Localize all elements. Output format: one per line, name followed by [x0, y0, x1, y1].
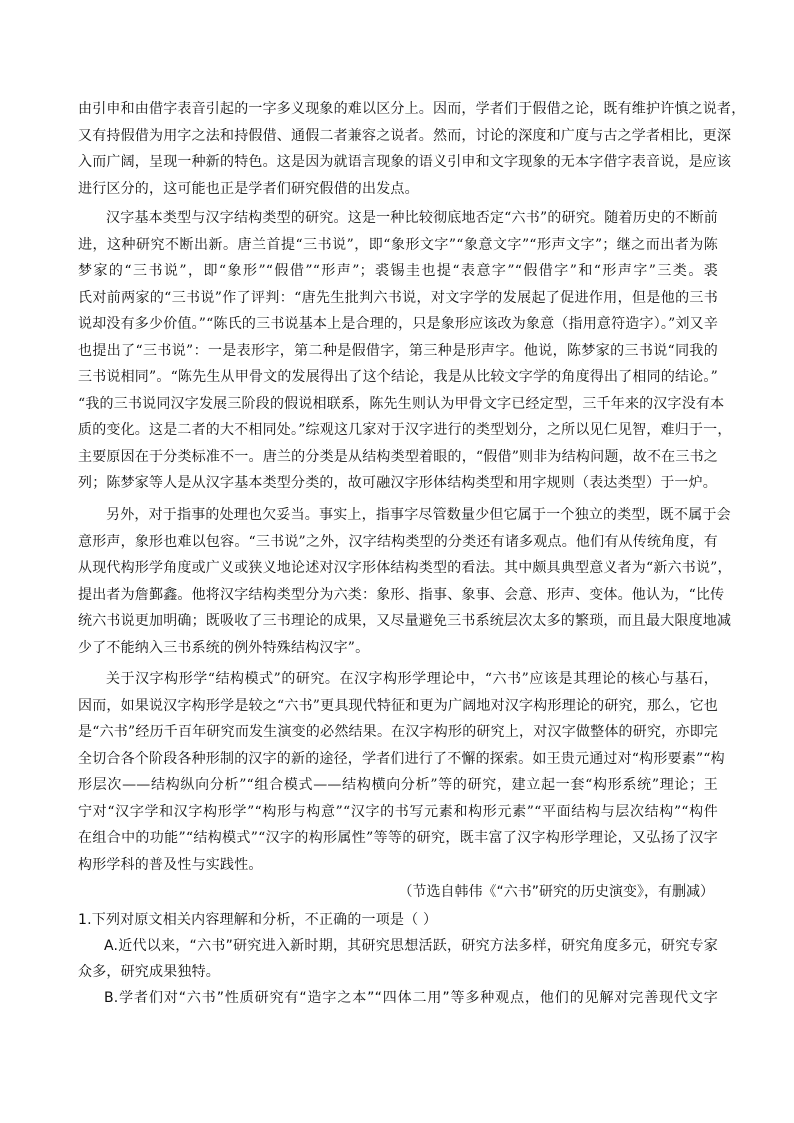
option-text-line: A.近代以来，“六书”研究进入新时期，其研究思想活跃，研究方法多样，研究角度多元，研究专家	[104, 938, 718, 954]
paragraph-2	[78, 205, 732, 497]
text-line: 汉字基本类型与汉字结构类型的研究。这是一种比较彻底地否定“六书”的研究。随着历史的不断前	[106, 210, 718, 226]
option-text-line: 众多，研究成果独特。	[78, 964, 220, 980]
text-line: 在组合中的功能”“结构模式”“汉字的构形属性”等等的研究，既丰富了汉字构形学理论，又弘扬了汉字	[78, 830, 718, 846]
text-line: 从现代构形学角度或广义或狭义地论述对汉字形体结构类型的看法。其中颇具典型意义者为“新六书说”，	[78, 560, 732, 576]
text-line: 构形学科的普及性与实践性。	[78, 856, 263, 873]
text-line: 又有持假借为用字之法和持假借、通假二者兼容之说者。然而，讨论的深度和广度与古之学者相比，更深	[78, 127, 732, 144]
text-line: 主要原因在于分类标准不一。唐兰的分类是从结构类型着眼的，“假借”则非为结构问题，故不在三书之	[78, 448, 718, 465]
text-line: 少了不能纳入三书系统的例外特殊结构汉字”。	[78, 639, 370, 656]
text-line: 入而广阔，呈现一种新的特色。这是因为就语言现象的语义引申和文字现象的无本字借字表音说，是应该	[78, 154, 732, 170]
text-line: 是“六书”经历千百年研究而发生演变的必然结果。在汉字构形的研究上，对汉字做整体的研究，亦即完	[78, 724, 718, 740]
paragraph-3	[78, 502, 732, 661]
text-line: 进行区分的，这可能也正是学者们研究假借的出发点。	[78, 180, 419, 197]
text-line: 提出者为詹鄞鑫。他将汉字结构类型分为六类：象形、指事、象事、会意、形声、变体。他认为，“比传	[78, 586, 725, 603]
source-citation: （节选自韩伟《“六书”研究的历史演变》，有删减）	[398, 884, 714, 900]
text-line: 统六书说更加明确；既吸收了三书理论的成果，又尽量避免三书系统层次太多的繁琐，而且最大限度地减	[78, 613, 732, 629]
text-line: 全切合各个阶段各种形制的汉字的新的途径，学者们进行了不懈的探索。如王贵元通过对“构形要素”“构	[78, 750, 725, 767]
text-line: 三书说相同”。“陈先生从甲骨文的发展得出了这个结论，我是从比较文字学的角度得出了相同的结论。”	[78, 369, 718, 385]
text-line: 质的变化。这是二者的大不相同处。”综观这几家对于汉字进行的类型划分，之所以见仁见智，难归于一，	[78, 422, 732, 438]
text-line: 说却没有多少价值。”“陈氏的三书说基本上是合理的，只是象形应该改为象意（指用意符造字）。”刘又辛	[78, 316, 719, 332]
paragraph-1	[78, 96, 746, 202]
option-a[interactable]	[78, 933, 718, 985]
text-line: 由引申和由借字表音引起的一字多义现象的难以区分上。因而，学者们于假借之论，既有维护许慎之说者，	[78, 101, 746, 117]
paragraph-4	[78, 666, 725, 878]
option-text-line: B.学者们对“六书”性质研究有“造字之本”“四体二用”等多种观点，他们的见解对完善现代文字	[104, 990, 718, 1006]
text-line: “我的三书说同汉字发展三阶段的假说相联系，陈先生则认为甲骨文字已经定型，三千年来的汉字没有本	[78, 395, 725, 412]
question-stem: 1.下列对原文相关内容理解和分析，不正确的一项是（ ）	[78, 912, 438, 928]
text-line: 形层次——结构纵向分析”“组合模式——结构横向分析”等的研究，建立起一套“构形系统”理论；王	[78, 777, 718, 793]
text-line: 梦家的“三书说”，即“象形”“假借”“形声”；裘锡圭也提“表意字”“假借字”和“形声字”三类。裘	[78, 263, 718, 279]
text-line: 宁对“汉字学和汉字构形学”“构形与构意”“汉字的书写元素和构形元素”“平面结构与层次结构”“构件	[78, 803, 718, 820]
question-options	[78, 933, 718, 1011]
text-line: 关于汉字构形学“结构模式”的研究。在汉字构形学理论中，“六书”应该是其理论的核心与基石，	[106, 671, 718, 687]
text-line: 因而，如果说汉字构形学是较之“六书”更具现代特征和更为广阔地对汉字构形理论的研究，那么，它也	[78, 697, 718, 714]
text-line: 列；陈梦家等人是从汉字基本类型分类的，故可融汉字形体结构类型和用字规则（表达类型）于一炉。	[78, 475, 717, 491]
text-line: 另外，对于指事的处理也欠妥当。事实上，指事字尽管数量少但它属于一个独立的类型，既不属于会	[106, 507, 731, 523]
option-b[interactable]	[78, 985, 718, 1011]
text-line: 进，这种研究不断出新。唐兰首提“三书说”，即“象形文字”“象意文字”“形声文字”；继之而出者为陈	[78, 236, 718, 253]
text-line: 意形声，象形也难以包容。“三书说”之外，汉字结构类型的分类还有诸多观点。他们有从传统角度，有	[78, 533, 718, 550]
text-line: 也提出了“三书说”：一是表形字，第二种是假借字，第三种是形声字。他说，陈梦家的三书说“同我的	[78, 342, 718, 359]
question-1	[78, 907, 718, 1011]
text-line: 氏对前两家的“三书说”作了评判：“唐先生批判六书说，对文字学的发展起了促进作用，但是他的三书	[78, 289, 718, 306]
